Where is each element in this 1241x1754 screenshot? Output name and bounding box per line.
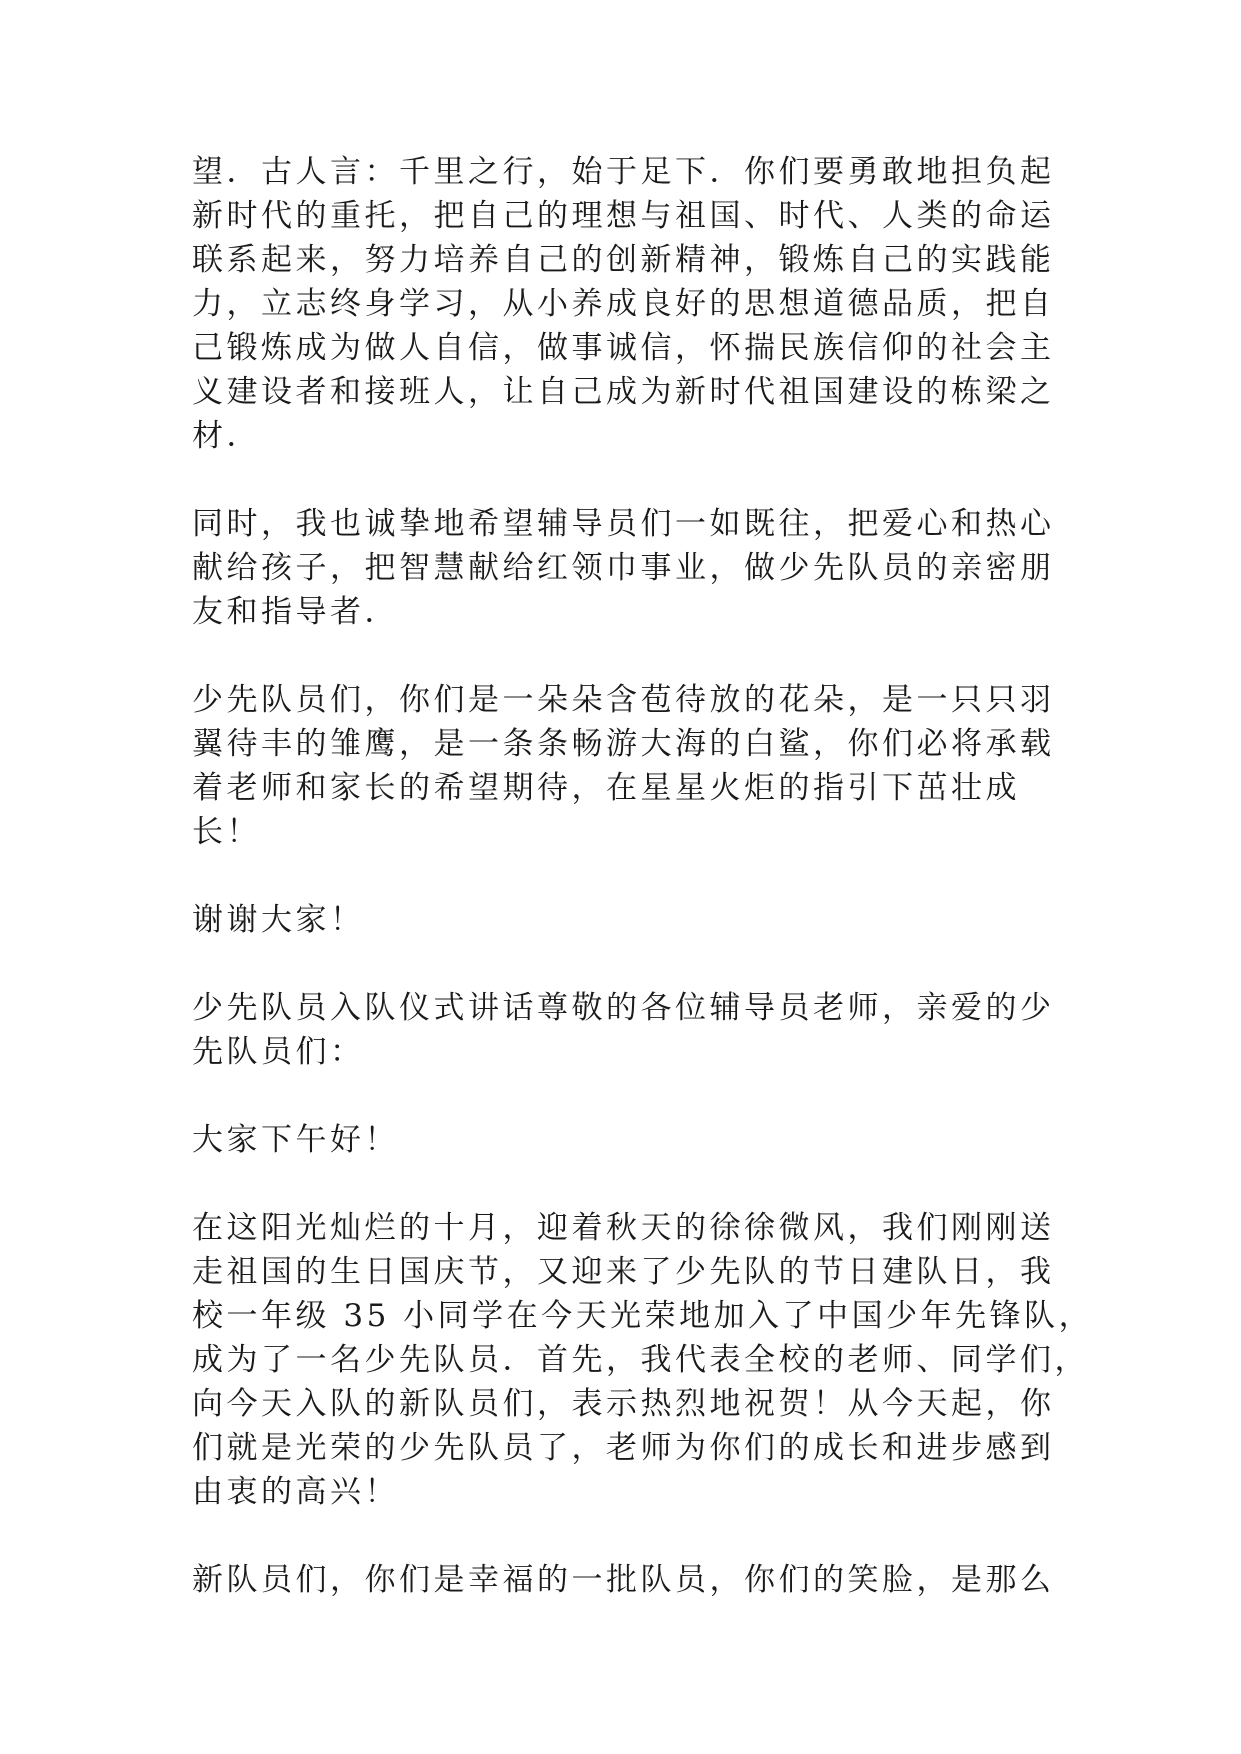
text-line: 在这阳光灿烂的十月，迎着秋天的徐徐微风，我们刚刚送 xyxy=(192,1210,1055,1246)
paragraph xyxy=(192,1206,1094,1514)
text-line: 新队员们，你们是幸福的一批队员，你们的笑脸，是那么 xyxy=(192,1562,1055,1598)
document-body xyxy=(192,150,1094,1646)
text-line: 联系起来，努力培养自己的创新精神，锻炼自己的实践能 xyxy=(192,242,1055,278)
text-line: 先队员们： xyxy=(192,1034,365,1070)
text-line: 同时，我也诚挚地希望辅导员们一如既往，把爱心和热心 xyxy=(192,506,1055,542)
text-line: 成为了一名少先队员．首先，我代表全校的老师、同学们， xyxy=(192,1342,1089,1378)
text-line: 少先队员入队仪式讲话尊敬的各位辅导员老师，亲爱的少 xyxy=(192,990,1055,1026)
text-line: 少先队员们，你们是一朵朵含苞待放的花朵，是一只只羽 xyxy=(192,682,1055,718)
text-line: 力，立志终身学习，从小养成良好的思想道德品质，把自 xyxy=(192,286,1055,322)
text-line: 走祖国的生日国庆节，又迎来了少先队的节日建队日，我 xyxy=(192,1254,1055,1290)
text-line: 们就是光荣的少先队员了，老师为你们的成长和进步感到 xyxy=(192,1430,1055,1466)
paragraph xyxy=(192,678,1055,854)
paragraph xyxy=(192,1118,1050,1162)
text-line: 长！ xyxy=(192,814,261,850)
paragraph xyxy=(192,898,1050,942)
text-line: 校一年级 35 小同学在今天光荣地加入了中国少年先锋队， xyxy=(192,1298,1094,1334)
paragraph xyxy=(192,502,1055,634)
text-line: 献给孩子，把智慧献给红领巾事业，做少先队员的亲密朋 xyxy=(192,550,1055,586)
paragraph xyxy=(192,150,1055,458)
text-line: 由衷的高兴！ xyxy=(192,1474,399,1510)
text-line: 向今天入队的新队员们，表示热烈地祝贺！从今天起，你 xyxy=(192,1386,1055,1422)
text-line: 望．古人言：千里之行，始于足下．你们要勇敢地担负起 xyxy=(192,154,1055,190)
text-line: 翼待丰的雏鹰，是一条条畅游大海的白鲨，你们必将承载 xyxy=(192,726,1055,762)
text-line: 友和指导者． xyxy=(192,594,399,630)
paragraph xyxy=(192,986,1055,1074)
text-line: 材． xyxy=(192,418,261,454)
text-line: 谢谢大家！ xyxy=(192,902,365,938)
text-line: 大家下午好！ xyxy=(192,1122,399,1158)
paragraph xyxy=(192,1558,1055,1602)
text-line: 义建设者和接班人，让自己成为新时代祖国建设的栋梁之 xyxy=(192,374,1055,410)
text-line: 新时代的重托，把自己的理想与祖国、时代、人类的命运 xyxy=(192,198,1055,234)
text-line: 着老师和家长的希望期待，在星星火炬的指引下茁壮成 xyxy=(192,770,1020,806)
text-line: 己锻炼成为做人自信，做事诚信，怀揣民族信仰的社会主 xyxy=(192,330,1055,366)
